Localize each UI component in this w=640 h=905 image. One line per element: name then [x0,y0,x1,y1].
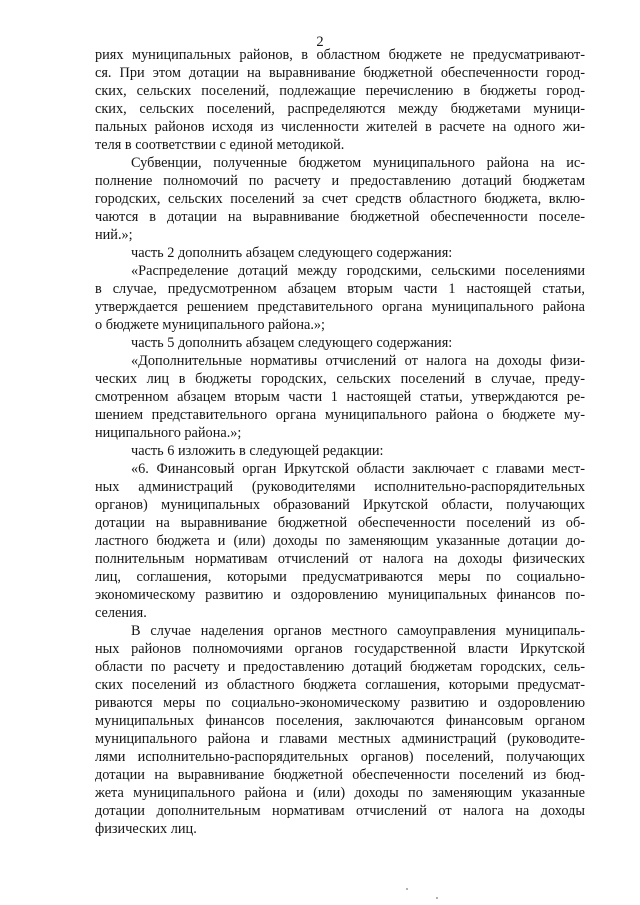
text-line: полнение полномочий по расчету и предоставлению дотаций бюджетам [95,173,585,189]
text-line: жета муниципального района и (или) доходы по заменяющим указанные [95,785,585,801]
text-line: лиц, соглашения, которыми предусматриваются меры по социально- [95,569,585,585]
text-line: дотации на выравнивание бюджетной обеспеченности поселений из об- [95,515,585,531]
text-line: о бюджете муниципального района.»; [95,317,326,333]
text-line: смотренном абзацем вторым части 1 настоящей статьи, утверждаются ре- [95,389,585,405]
text-line: лями исполнительно-распорядительных органов) поселений, получающих [95,749,585,765]
text-line: пальных районов исходя из численности жителей в расчете на одного жи- [95,119,585,135]
text-line: риваются меры по социально-экономическому развитию и оздоровлению [95,695,585,711]
text-line: ся. При этом дотации на выравнивание бюджетной обеспеченности город- [95,65,585,81]
text-line: физических лиц. [95,821,197,837]
text-line: муниципального района и главами местных администраций (руководите- [95,731,585,747]
text-line: ских, сельских поселений, распределяются между бюджетами муници- [95,101,585,117]
text-line: ческих лиц в бюджеты городских, сельских поселений в случае, преду- [95,371,585,387]
text-line: области по расчету и предоставлению дотаций бюджетам городских, сель- [95,659,585,675]
text-line: шением представительного органа муниципального района о бюджете му- [95,407,585,423]
document-body [95,46,585,838]
text-line: дотации дополнительным нормативам отчислений от налога на доходы [95,803,585,819]
text-line: ластного бюджета и (или) доходы по заменяющим указанные дотации до- [95,533,585,549]
text-line: утверждается решением представительного органа муниципального района [95,299,585,315]
text-line: муниципальных финансов поселения, заключаются финансовым органом [95,713,585,729]
text-line: «Распределение дотаций между городскими, сельскими поселениями [131,263,585,279]
text-line: ских поселений из областного бюджета соглашения, которыми предусмат- [95,677,585,693]
text-line: ниципального района.»; [95,425,242,441]
text-line: дотации на выравнивание бюджетной обеспеченности поселений из бюд- [95,767,585,783]
text-line: чаются в дотации на выравнивание бюджетной обеспеченности поселе- [95,209,585,225]
text-line: экономическому развитию и оздоровлению муниципальных финансов по- [95,587,585,603]
scan-artifact [406,888,408,890]
text-line: Субвенции, полученные бюджетом муниципального района на ис- [131,155,585,171]
text-line: риях муниципальных районов, в областном бюджете не предусматривают- [95,47,585,63]
text-line: «Дополнительные нормативы отчислений от налога на доходы физи- [131,353,585,369]
text-line: «6. Финансовый орган Иркутской области заключает с главами мест- [131,461,585,477]
text-line: В случае наделения органов местного самоуправления муниципаль- [131,623,585,639]
text-line: ных администраций (руководителями исполнительно-распорядительных [95,479,585,495]
text-line: городских, сельских поселений за счет средств областного бюджета, вклю- [95,191,585,207]
page-number: 2 [316,34,324,50]
scan-artifact [436,897,438,899]
text-line: теля в соответствии с единой методикой. [95,137,345,153]
text-line: часть 5 дополнить абзацем следующего содержания: [131,335,453,351]
text-line: часть 2 дополнить абзацем следующего содержания: [131,245,453,261]
text-line: ний.»; [95,227,133,243]
text-line: ских, сельских поселений, подлежащие перечислению в бюджеты город- [95,83,585,99]
text-line: ных районов полномочиями органов государственной власти Иркутской [95,641,585,657]
text-line: в случае, предусмотренном абзацем вторым части 1 настоящей статьи, [95,281,585,297]
text-line: селения. [95,605,147,621]
text-line: часть 6 изложить в следующей редакции: [131,443,384,459]
text-line: органов) муниципальных образований Иркутской области, получающих [95,497,585,513]
text-line: полнительным нормативам отчислений от налога на доходы физических [95,551,585,567]
